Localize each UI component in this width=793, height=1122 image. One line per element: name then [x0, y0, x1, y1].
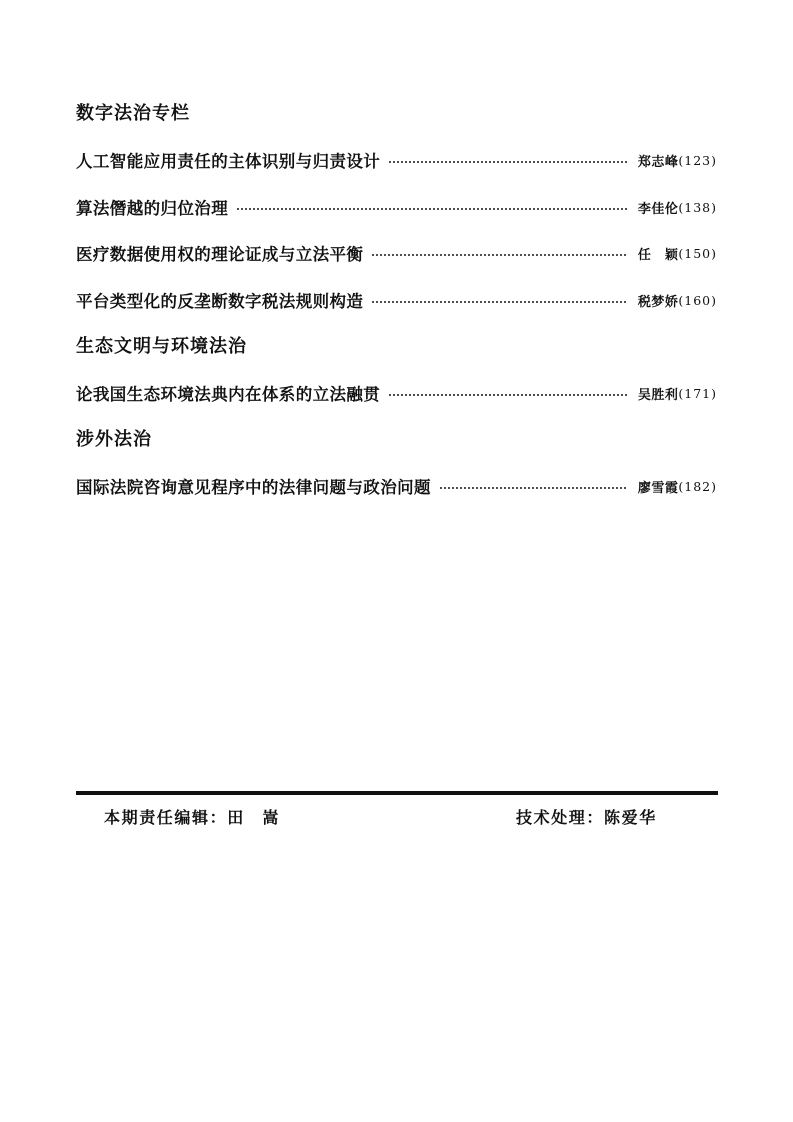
toc-entry-page: (182) [678, 478, 717, 494]
toc-entry-author: 吴胜利 [637, 387, 679, 403]
toc-entry-author: 税梦娇 [637, 294, 679, 310]
toc-entry[interactable] [76, 148, 717, 172]
toc-entry-title: 国际法院咨询意见程序中的法律问题与政治问题 [76, 478, 431, 497]
toc-entry-author: 任 颖 [637, 247, 679, 263]
toc-entry[interactable] [76, 474, 717, 498]
footer-editor-credit: 本期责任编辑：田 嵩 [104, 808, 281, 827]
toc-entry-author: 廖雪霞 [637, 480, 679, 496]
section-heading-ecological-civilization: 生态文明与环境法治 [76, 336, 247, 357]
dot-leader [371, 241, 628, 265]
dot-leader [236, 195, 628, 219]
footer-divider [76, 791, 718, 795]
dot-leader [371, 288, 628, 312]
section-heading-foreign-related-rule-of-law: 涉外法治 [76, 429, 152, 450]
toc-entry[interactable] [76, 241, 717, 265]
toc-entry-title: 人工智能应用责任的主体识别与归责设计 [76, 152, 381, 171]
dot-leader [439, 474, 628, 498]
toc-entry-page: (123) [678, 152, 717, 168]
footer-technical-credit: 技术处理：陈爱华 [516, 808, 657, 827]
toc-entry-author: 李佳伦 [637, 201, 679, 217]
section-heading-digital-rule-of-law: 数字法治专栏 [76, 103, 190, 124]
toc-entry-title: 平台类型化的反垄断数字税法规则构造 [76, 292, 364, 311]
toc-entry[interactable] [76, 381, 717, 405]
toc-entry-author: 郑志峰 [637, 154, 679, 170]
toc-entry-title: 论我国生态环境法典内在体系的立法融贯 [76, 385, 381, 404]
dot-leader [388, 381, 628, 405]
toc-entry-title: 算法僭越的归位治理 [76, 199, 229, 218]
dot-leader [388, 148, 628, 172]
toc-entry-page: (138) [678, 199, 717, 215]
toc-entry[interactable] [76, 288, 717, 312]
toc-entry-page: (150) [678, 245, 717, 261]
toc-entry[interactable] [76, 195, 717, 219]
toc-entry-page: (171) [678, 385, 717, 401]
toc-entry-title: 医疗数据使用权的理论证成与立法平衡 [76, 245, 364, 264]
toc-entry-page: (160) [678, 292, 717, 308]
